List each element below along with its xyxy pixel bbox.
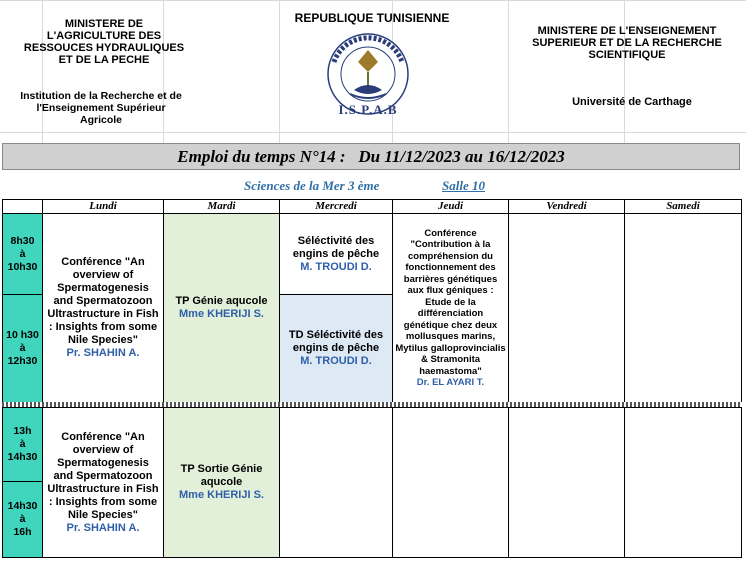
left-ministry: MINISTERE DE L'AGRICULTURE DES RESSOUCES HYDRAULIQUES ET DE LA PECHE bbox=[23, 18, 185, 66]
session-teacher: M. TROUDI D. bbox=[300, 355, 372, 367]
session-samedi-morning bbox=[624, 213, 742, 403]
day-header-corner bbox=[2, 199, 43, 214]
session-teacher: Dr. EL AYARI T. bbox=[416, 377, 485, 388]
session-title: Conférence "An overview of Spermatogenesis and Spermatozoon Ultrastructure in Fish : Insights from some Nile Species" bbox=[47, 430, 159, 521]
time-slot bbox=[2, 407, 43, 482]
ispab-logo bbox=[320, 32, 416, 122]
session-title: TP Sortie Génie aqucole bbox=[180, 463, 263, 488]
session-teacher: Pr. SHAHIN A. bbox=[66, 347, 140, 359]
day-header-lundi: Lundi bbox=[42, 199, 164, 214]
session-mercredi-1 bbox=[279, 213, 393, 295]
day-header-vendredi: Vendredi bbox=[508, 199, 625, 214]
right-ministry: MINISTERE DE L'ENSEIGNEMENT SUPERIEUR ET DE LA RECHERCHE SCIENTIFIQUE bbox=[532, 25, 722, 61]
session-title: TD Séléctivité des engins de pêche bbox=[288, 329, 384, 354]
day-header-mercredi: Mercredi bbox=[279, 199, 393, 214]
left-institution: Institution de la Recherche et de l'Enseignement Supérieur Agricole bbox=[20, 90, 182, 126]
session-teacher: Pr. SHAHIN A. bbox=[66, 521, 140, 534]
session-mercredi-afternoon bbox=[279, 407, 393, 558]
center-title: REPUBLIQUE TUNISIENNE bbox=[294, 11, 450, 25]
time-slot bbox=[2, 481, 43, 558]
time-label: 8h30 à 10h30 bbox=[7, 234, 38, 273]
time-slot bbox=[2, 294, 43, 403]
session-mardi-morning bbox=[163, 213, 280, 403]
schedule-title: Emploi du temps N°14 : Du 11/12/2023 au 16/12/2023 bbox=[177, 146, 565, 166]
day-header-mardi: Mardi bbox=[163, 199, 280, 214]
session-title: Séléctivité des engins de pêche bbox=[292, 234, 380, 260]
title-bar bbox=[2, 143, 740, 170]
session-teacher: Mme KHERIJI S. bbox=[179, 489, 264, 501]
time-slot bbox=[2, 213, 43, 295]
session-mardi-afternoon bbox=[163, 407, 280, 558]
time-label: 10 h30 à 12h30 bbox=[6, 329, 39, 367]
session-lundi-morning bbox=[42, 213, 164, 403]
room-name: Salle 10 bbox=[442, 178, 485, 193]
logo-text: I.S.P.A.B bbox=[338, 102, 398, 117]
session-lundi-afternoon bbox=[42, 407, 164, 558]
session-title: TP Génie aqucole bbox=[175, 295, 268, 307]
day-header-jeudi: Jeudi bbox=[392, 199, 509, 214]
session-teacher: M. TROUDI D. bbox=[300, 260, 372, 273]
day-header-samedi: Samedi bbox=[624, 199, 742, 214]
session-jeudi-afternoon bbox=[392, 407, 509, 558]
time-label: 14h30 à 16h bbox=[7, 500, 38, 538]
session-vendredi-afternoon bbox=[508, 407, 625, 558]
session-samedi-afternoon bbox=[624, 407, 742, 558]
session-jeudi-morning bbox=[392, 213, 509, 403]
session-teacher: Mme KHERIJI S. bbox=[179, 308, 264, 320]
session-vendredi-morning bbox=[508, 213, 625, 403]
session-title: Conférence "An overview of Spermatogenesis and Spermatozoon Ultrastructure in Fish : Insights from some Nile Species" bbox=[47, 256, 159, 346]
right-university: Université de Carthage bbox=[572, 96, 692, 108]
class-name: Sciences de la Mer 3 ème bbox=[244, 178, 380, 193]
session-title: Conférence "Contribution à la compréhension du fonctionnement des barrières génétiques aux flux géniques : Etude de la différenciation génétique chez deux mollusques marins, Mytilus galloprovincialis & Stramonita haemastoma" bbox=[395, 227, 506, 377]
time-label: 13h à 14h30 bbox=[7, 425, 38, 463]
session-mercredi-2 bbox=[279, 294, 393, 403]
